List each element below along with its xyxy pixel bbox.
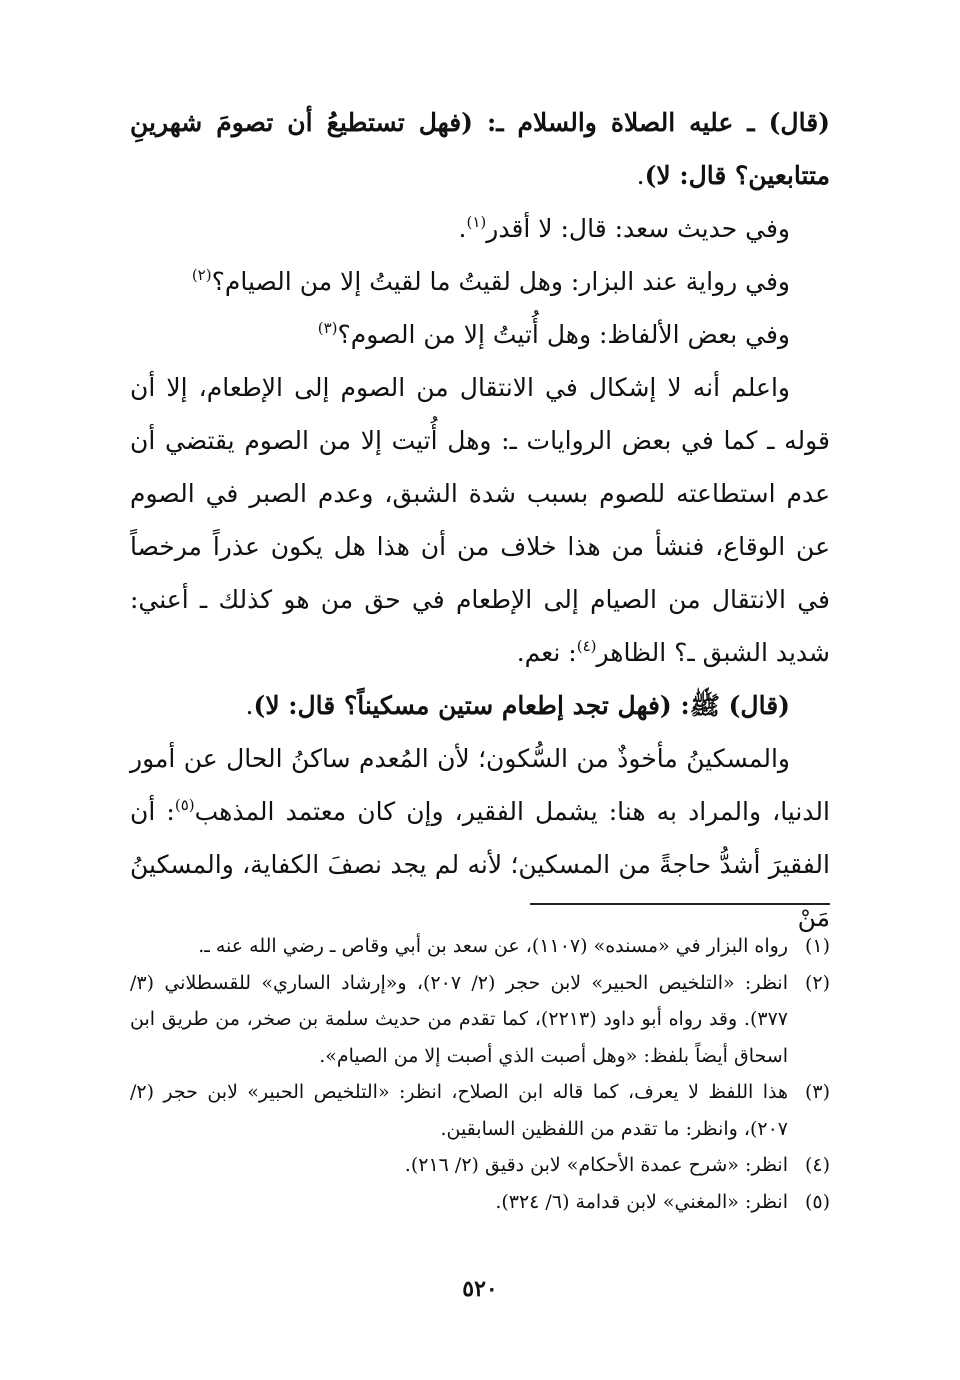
page-number: ٥٢٠ — [462, 1276, 498, 1302]
paragraph-saad-narration — [130, 202, 830, 255]
paragraph-text: وفي رواية عند البزار: وهل لقيتُ ما لقيتُ إلا من الصيام؟ — [211, 267, 790, 296]
paragraph-bazzar-narration — [130, 255, 830, 308]
main-text — [130, 96, 830, 944]
paragraph-text: والمسكينُ مأخوذٌ من السُّكون؛ لأن المُعدم ساكنُ الحال عن أمور الدنيا، والمراد به هنا: يشمل الفقير، وإن كان معتمد المذهب — [130, 744, 830, 826]
paragraph-explanation — [130, 361, 830, 679]
footnote-4 — [130, 1147, 830, 1184]
paragraph-end: . — [245, 691, 254, 720]
hadith-quote-feeding: (قال) ﷺ: (فهل تجد إطعام ستين مسكيناً؟ قال: لا) — [253, 691, 790, 720]
footnote-ref-5: (٥) — [174, 796, 195, 814]
footnote-ref-3: (٣) — [317, 319, 338, 337]
footnote-ref-2: (٢) — [191, 266, 212, 284]
footnote-number: (٣) — [804, 1081, 830, 1103]
footnote-3 — [130, 1074, 830, 1147]
paragraph-end: : نعم. — [516, 638, 577, 667]
paragraph-end: . — [458, 214, 467, 243]
paragraph-end: . — [636, 161, 645, 190]
footnote-5 — [130, 1184, 830, 1221]
paragraph-other-wording — [130, 308, 830, 361]
footnote-number: (٢) — [804, 971, 830, 994]
paragraph-text: : أن الفقيرَ أشدُّ حاجةً من المسكين؛ لأنه لم يجد نصفَ الكفاية، والمسكينُ مَنْ — [130, 797, 830, 932]
paragraph-miskin-definition — [130, 732, 830, 944]
hadith-quote-fasting: (قال) ـ عليه الصلاة والسلام ـ: (فهل تستطيعُ أن تصومَ شهرينِ متتابعين؟ قال: لا) — [130, 108, 830, 190]
footnotes — [130, 928, 830, 1220]
paragraph-text: وفي بعض الألفاظ: وهل أُتيتُ إلا من الصوم؟ — [337, 320, 790, 349]
footnote-text: انظر: «التلخيص الحبير» لابن حجر (٢/ ٢٠٧)، و«إرشاد الساري» للقسطلاني (٣/ ٣٧٧). وقد رواه أبو داود (٢٢١٣)، كما تقدم من حديث سلمة بن صخر، من طريق ابن اسحاق أيضاً بلفظ: «وهل أصبت الذي أصبت إلا من الصيام». — [130, 971, 788, 1067]
footnote-text: انظر: «المغني» لابن قدامة (٦/ ٣٢٤). — [495, 1190, 788, 1213]
paragraph-text: وفي حديث سعد: قال: لا أقدر — [486, 214, 790, 243]
footnote-number: (١) — [804, 935, 830, 957]
paragraph-hadith-fasting — [130, 96, 830, 202]
footnote-text: رواه البزار في «مسنده» (١١٠٧)، عن سعد بن أبي وقاص ـ رضي الله عنه ـ. — [198, 935, 788, 957]
footnote-divider — [530, 903, 830, 905]
footnote-text: انظر: «شرح عمدة الأحكام» لابن دقيق (٢/ ٢١٦). — [404, 1154, 788, 1176]
footnote-1 — [130, 928, 830, 965]
footnote-ref-1: (١) — [466, 213, 487, 231]
footnote-ref-4: (٤) — [576, 637, 597, 655]
footnote-number: (٥) — [804, 1190, 830, 1213]
footnote-2 — [130, 965, 830, 1075]
paragraph-text: واعلم أنه لا إشكال في الانتقال من الصوم إلى الإطعام، إلا أن قوله ـ كما في بعض الروايات ـ: وهل أُتيت إلا من الصوم يقتضي أن عدم استطاعته للصوم بسبب شدة الشبق، وعدم الصبر في الصوم عن الوقاع، فنشأ من هذا خلاف من أن هذا هل يكون عذراً مرخصاً في الانتقال من الصيام إلى الإطعام في حق من هو كذلك ـ أعني: شديد الشبق ـ؟ الظاهر — [130, 373, 830, 667]
footnote-text: هذا اللفظ لا يعرف، كما قاله ابن الصلاح، انظر: «التلخيص الحبير» لابن حجر (٢/ ٢٠٧)، وانظر: ما تقدم من اللفظين السابقين. — [130, 1081, 788, 1140]
footnote-number: (٤) — [804, 1154, 830, 1176]
paragraph-hadith-feeding — [130, 679, 830, 732]
